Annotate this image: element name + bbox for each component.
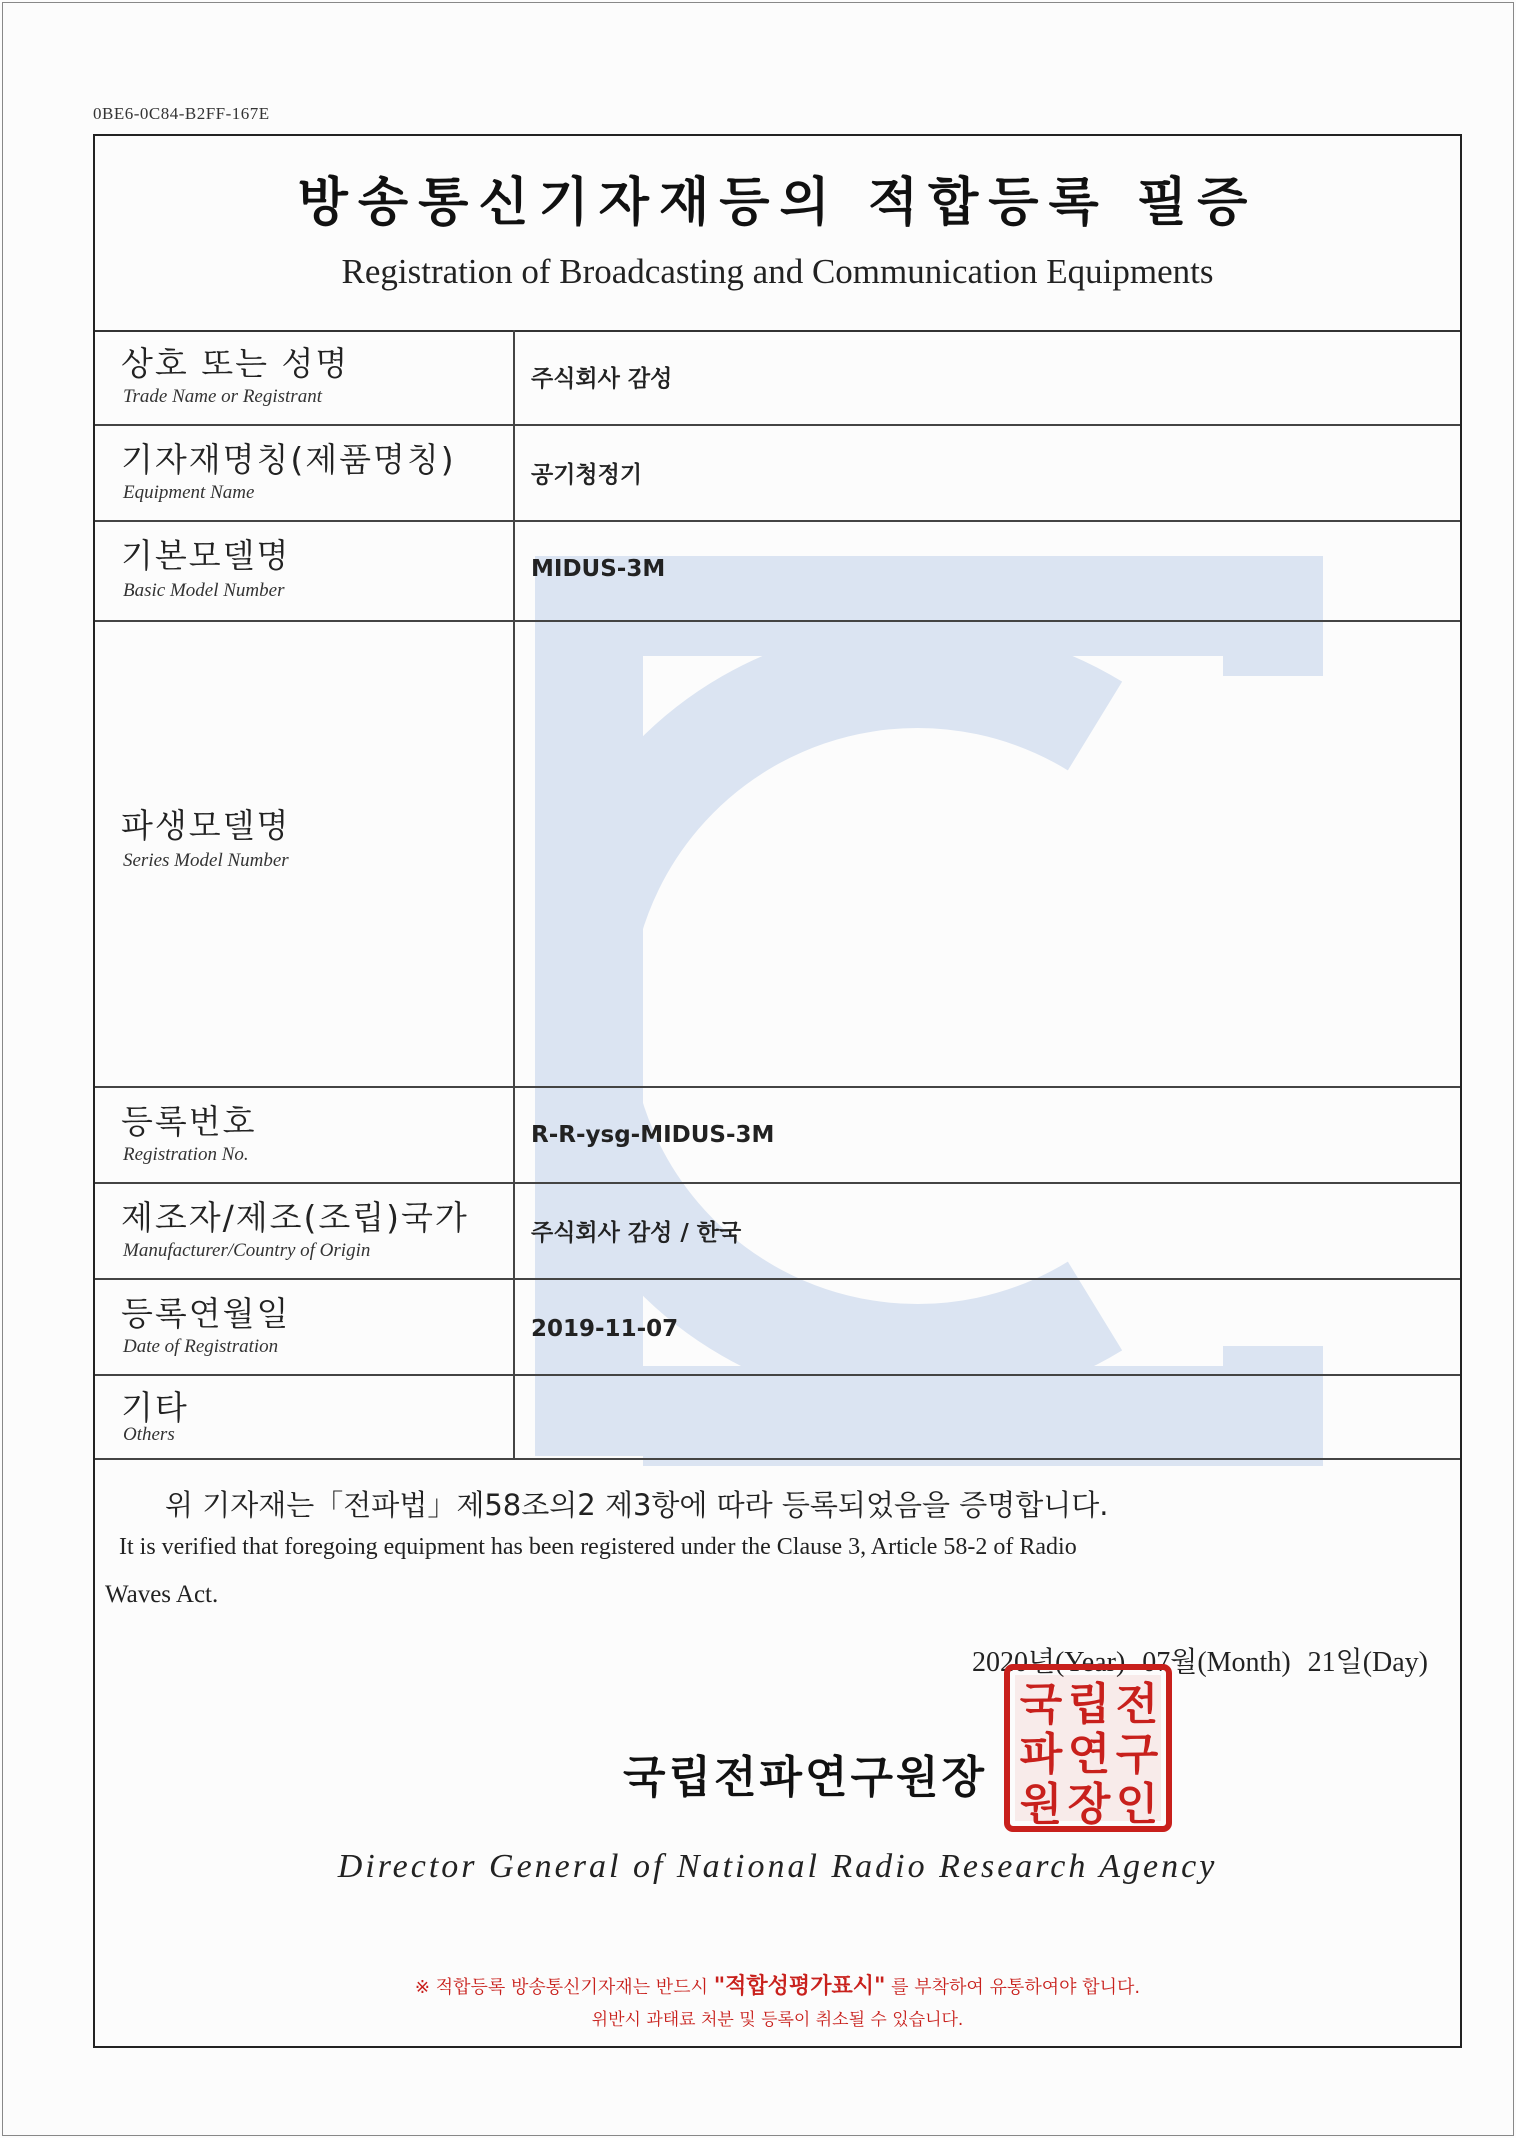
value-basic-model: MIDUS-3M — [531, 556, 666, 582]
svg-text:연: 연 — [1067, 1729, 1111, 1780]
statement-korean: 위 기자재는「전파법」제58조의2 제3항에 따라 등록되었음을 증명합니다. — [165, 1488, 1109, 1522]
issuer-korean: 국립전파연구원장 — [623, 1752, 988, 1803]
value-registration-date: 2019-11-07 — [531, 1316, 679, 1342]
label-english: Series Model Number — [123, 850, 289, 871]
official-seal-icon — [1003, 1663, 1173, 1833]
row-basic-model — [95, 522, 1460, 622]
row-registration-no — [95, 1088, 1460, 1184]
label-korean: 등록번호 — [121, 1102, 257, 1141]
label-english: Trade Name or Registrant — [123, 386, 322, 407]
row-others — [95, 1376, 1460, 1460]
svg-text:원: 원 — [1019, 1779, 1063, 1830]
value-trade-name: 주식회사 감성 — [531, 366, 673, 392]
row-trade-name — [95, 330, 1460, 426]
issue-month-label: 월(Month) — [1170, 1647, 1291, 1678]
certificate-frame — [93, 134, 1462, 2048]
svg-text:파: 파 — [1019, 1729, 1063, 1780]
issue-day: 21 — [1307, 1647, 1336, 1678]
value-registration-no: R-R-ysg-MIDUS-3M — [531, 1122, 775, 1148]
issue-year: 2020 — [971, 1647, 1028, 1678]
label-english: Basic Model Number — [123, 580, 285, 601]
title-korean: 방송통신기자재등의 적합등록 필증 — [297, 173, 1258, 233]
issuer-english: Director General of National Radio Research Agency — [337, 1848, 1218, 1885]
document-code: 0BE6-0C84-B2FF-167E — [93, 104, 270, 123]
title-english: Registration of Broadcasting and Communication Equipments — [341, 252, 1214, 291]
label-english: Equipment Name — [123, 482, 255, 503]
value-equipment-name: 공기청정기 — [531, 462, 643, 488]
label-korean: 파생모델명 — [121, 806, 291, 845]
svg-text:장: 장 — [1067, 1779, 1111, 1830]
svg-text:구: 구 — [1115, 1729, 1159, 1780]
notice-highlight: "적합성평가표시" — [713, 1974, 886, 1999]
label-english: Registration No. — [123, 1144, 249, 1165]
svg-text:인: 인 — [1115, 1779, 1159, 1830]
label-korean: 등록연월일 — [121, 1294, 291, 1333]
label-korean: 기타 — [121, 1388, 189, 1427]
issue-day-label: 일(Day) — [1335, 1647, 1428, 1678]
statement-english-line2: Waves Act. — [105, 1581, 219, 1608]
row-series-model — [95, 622, 1460, 1088]
notice-line2: 위반시 과태료 처분 및 등록이 취소될 수 있습니다. — [591, 2010, 964, 2030]
issue-month: 07 — [1142, 1647, 1171, 1678]
label-english: Date of Registration — [123, 1336, 279, 1357]
label-korean: 기자재명칭(제품명칭) — [121, 440, 456, 479]
svg-text:립: 립 — [1067, 1679, 1111, 1730]
certificate-header — [95, 136, 1460, 332]
notice-line1 — [95, 1969, 1460, 2000]
row-manufacturer-country — [95, 1184, 1460, 1280]
svg-text:전: 전 — [1115, 1679, 1159, 1730]
svg-text:국: 국 — [1019, 1679, 1063, 1730]
label-english: Manufacturer/Country of Origin — [123, 1240, 371, 1261]
issue-year-label: 년(Year) — [1027, 1647, 1126, 1678]
value-manufacturer-country: 주식회사 감성 / 한국 — [531, 1220, 742, 1246]
statement-english-line1: It is verified that foregoing equipment has been registered under the Clause 3, Article 58-2 of Radio — [119, 1534, 1077, 1560]
label-english: Others — [123, 1424, 175, 1445]
row-registration-date — [95, 1280, 1460, 1376]
label-korean: 기본모델명 — [121, 536, 291, 575]
label-korean: 제조자/제조(조립)국가 — [121, 1198, 469, 1237]
notice-prefix: ※ 적합등록 방송통신기자재는 반드시 — [414, 1977, 708, 1998]
row-equipment-name — [95, 426, 1460, 522]
notice-suffix: 를 부착하여 유통하여야 합니다. — [891, 1977, 1141, 1998]
label-korean: 상호 또는 성명 — [121, 344, 350, 383]
